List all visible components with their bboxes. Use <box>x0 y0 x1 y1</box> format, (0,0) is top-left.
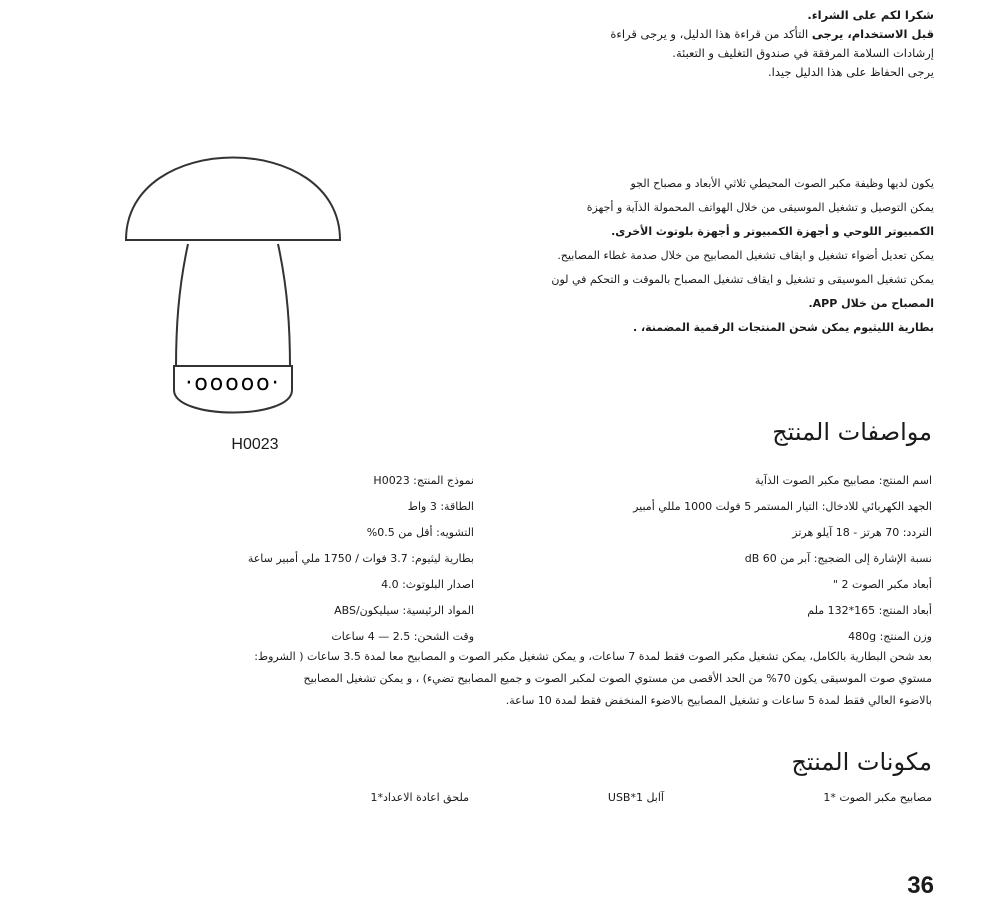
spec-item: أبعاد المنتج: 165*132 ملم <box>807 604 932 617</box>
spec-item: أبعاد مكبر الصوت 2 " <box>832 578 932 591</box>
specs-heading: مواصفات المنتج <box>772 418 932 446</box>
lamp-cap <box>126 158 340 241</box>
spec-item: التردد: 70 هرتز - 18 آيلو هرتز <box>792 526 932 539</box>
feature-item: يمكن تعديل أضواء تشغيل و ايقاف تشغيل المصابيح من خلال صدمة غطاء المصابيح. <box>557 249 934 262</box>
spec-item: المواد الرئيسية: سيليكون/ABS <box>334 604 474 617</box>
battery-note-line: مستوي صوت الموسيقى يكون 70% من الحد الأقصى من مستوي الصوت لمكبر الصوت و جميع المصابيح تضيء) ، و يمكن تشغيل المصابيح <box>303 672 932 685</box>
lamp-stem <box>176 244 290 368</box>
intro-before-use <box>474 25 934 44</box>
speaker-button-row: ·ooooo· <box>185 371 281 396</box>
intro-paragraph <box>474 6 934 82</box>
components-heading: مكونات المنتج <box>791 748 932 776</box>
feature-item: يمكن تشغيل الموسيقى و تشغيل و ايقاف تشغيل المصباح بالموقت و التحكم في لون <box>551 273 934 286</box>
battery-note-line: بالاضوء العالي فقط لمدة 5 ساعات و تشغيل المصابيح بالاضوء المنخفض فقط لمدة 10 ساعة. <box>505 694 932 707</box>
spec-item: بطارية ليثيوم: 3.7 فوات / 1750 ملي أمبير ساعة <box>247 552 474 565</box>
feature-item: يكون لديها وظيفة مكبر الصوت المحيطي ثلاثي الأبعاد و مصباح الجو <box>630 177 934 190</box>
battery-notes <box>32 646 932 712</box>
spec-item: وزن المنتج: 480g <box>848 630 932 643</box>
spec-item: اسم المنتج: مصابيح مكبر الصوت الذآية <box>754 474 932 487</box>
spec-item: وقت الشحن: 2.5 — 4 ساعات <box>331 630 474 643</box>
specs-column-right <box>512 468 932 650</box>
battery-note-line: بعد شحن البطارية بالكامل، يمكن تشغيل مكبر الصوت فقط لمدة 7 ساعات، و يمكن تشغيل مكبر الصوت و المصابيح معا لمدة 3.5 ساعات ( الشروط: <box>254 650 932 663</box>
intro-safety: إرشادات السلامة المرفقة في صندوق التغليف و التعبئة. <box>672 46 934 60</box>
spec-item: الجهد الكهربائي للادخال: التيار المستمر 5 فولت 1000 مللي أمبير <box>633 500 932 513</box>
spec-item: التشويه: أقل من 0.5% <box>366 526 474 539</box>
features-list <box>474 172 934 340</box>
spec-item: نموذج المنتج: H0023 <box>373 474 474 487</box>
spec-item: نسبة الإشارة إلى الضجيج: آبر من 60 dB <box>744 552 932 565</box>
intro-before-use-bold: قبل الاستخدام، يرجى <box>811 27 934 41</box>
mushroom-lamp-speaker-illustration <box>118 120 348 430</box>
feature-item: الكمبيوتر اللوحي و أجهزة الكمبيوتر و أجهزة بلوتوث الأخرى. <box>611 225 934 238</box>
component-item: ملحق اعادة الاعداد*1 <box>370 791 469 804</box>
page-number: 36 <box>907 872 934 899</box>
feature-item: يمكن التوصيل و تشغيل الموسيقى من خلال الهواتف المحمولة الذآية و أجهزة <box>586 201 934 214</box>
intro-keep-manual: يرجى الحفاظ على هذا الدليل جيدا. <box>767 65 934 79</box>
spec-item: اصدار البلوتوث: 4.0 <box>381 578 474 591</box>
feature-item: المصباح من خلال APP. <box>808 297 934 310</box>
intro-thanks: شكرا لكم على الشراء. <box>807 8 934 22</box>
feature-item: بطارية الليثيوم يمكن شحن المنتجات الرقمية المضمنة، . <box>632 321 934 334</box>
intro-before-use-rest: التأكد من قراءة هذا الدليل، و يرجى قراءة <box>610 27 812 41</box>
component-item: آابل USB*1 <box>607 791 664 804</box>
specs-column-left <box>114 468 474 650</box>
spec-item: الطاقة: 3 واط <box>407 500 474 513</box>
component-item: مصابيح مكبر الصوت *1 <box>823 791 932 804</box>
model-label: H0023 <box>231 436 279 453</box>
